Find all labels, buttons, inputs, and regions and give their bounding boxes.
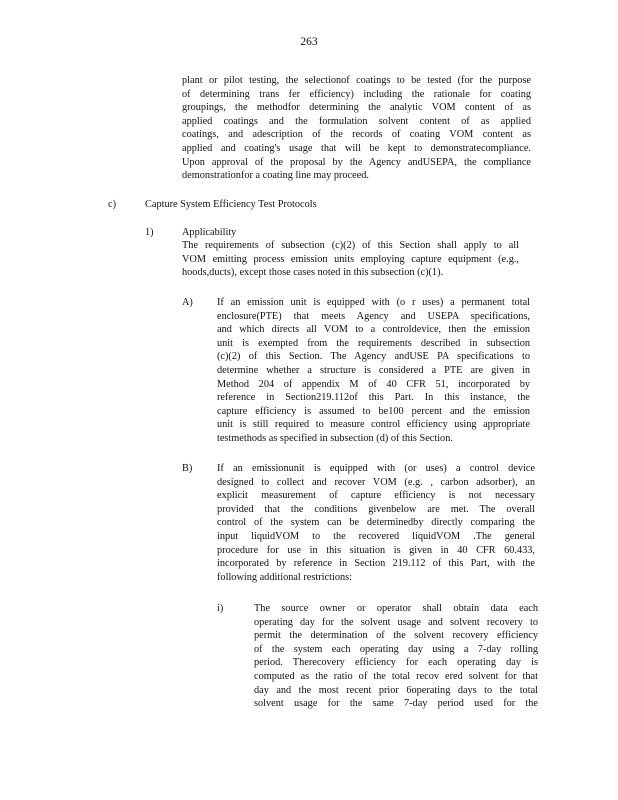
text-line: groupings, the methodfor determining the analytic VOM content of as — [182, 102, 531, 114]
text-line: unit is still required to measure control efficiency using appropriate — [217, 419, 530, 431]
item-b-paragraph — [217, 462, 535, 584]
text-line: period. Therecovery efficiency for each operating day is — [254, 657, 538, 669]
text-line: The requirements of subsection (c)(2) of this Section shall apply to all — [182, 240, 519, 251]
text-line: If an emissionunit is equipped with (or uses) a control device — [217, 463, 535, 474]
text-line: of the system each operating day using a 7-day rolling — [254, 643, 538, 655]
text-line: solvent usage for the same 7-day period used for the — [254, 698, 538, 710]
text-line: control of the system can be determinedby directly comparing the — [217, 517, 535, 529]
text-line: If an emission unit is equipped with (o r uses) a permanent total — [217, 297, 530, 308]
page-number: 263 — [300, 36, 318, 48]
text-line: and which directs all VOM to a controldevice, then the emission — [217, 324, 530, 336]
text-line: demonstrationfor a coating line may proceed. — [182, 170, 369, 182]
text-line: designed to collect and recover VOM (e.g. , carbon adsorber), an — [217, 476, 535, 488]
text-line: provided that the conditions givenbelow are met. The overall — [217, 503, 535, 515]
item-i-paragraph — [254, 602, 538, 711]
item-a-paragraph — [217, 296, 530, 446]
text-line: following additional restrictions: — [217, 571, 352, 583]
text-line: day and the most recent prior 6operating days to the total — [254, 684, 538, 696]
text-line: input liquidVOM to the recovered liquidVOM .The general — [217, 530, 535, 542]
text-line: determine whether a structure is considered a PTE are given in — [217, 364, 530, 376]
text-line: VOM emitting process emission units employing capture equipment (e.g., — [182, 253, 519, 265]
text-line: capture efficiency is assumed to be100 percent and the emission — [217, 405, 530, 417]
text-line: Method 204 of appendix M of 40 CFR 51, incorporated by — [217, 378, 530, 390]
text-line: Upon approval of the proposal by the Agency andUSEPA, the compliance — [182, 156, 531, 168]
text-line: The source owner or operator shall obtain data each — [254, 603, 538, 614]
section-c-heading: Capture System Efficiency Test Protocols — [145, 199, 317, 210]
text-line: procedure for use in this situation is given in 40 CFR 60.433, — [217, 544, 535, 556]
item-i-marker: i) — [217, 603, 224, 614]
item-a-marker: A) — [182, 297, 193, 308]
text-line: applied coatings and the formulation solvent content of as applied — [182, 115, 531, 127]
item-1-heading: Applicability — [182, 227, 237, 238]
text-line: testmethods as specified in subsection (d) of this Section. — [217, 432, 453, 444]
item-1-paragraph — [182, 239, 519, 280]
text-line: plant or pilot testing, the selectionof coatings to be tested (for the purpose — [182, 75, 531, 86]
text-line: computed as the ratio of the total recov ered solvent for that — [254, 670, 538, 682]
text-line: hoods,ducts), except those cases noted in this subsection (c)(1). — [182, 267, 444, 279]
text-line: explicit measurement of capture efficiency is not necessary — [217, 490, 535, 502]
item-1-marker: 1) — [145, 227, 154, 238]
text-line: of determining trans fer efficiency) including the rationale for coating — [182, 88, 531, 100]
item-b-marker: B) — [182, 463, 193, 474]
text-line: permit the determination of the solvent recovery efficiency — [254, 630, 538, 642]
intro-paragraph — [182, 74, 531, 183]
text-line: operating day for the solvent usage and solvent recovery to — [254, 616, 538, 628]
section-c-marker: c) — [108, 199, 116, 210]
text-line: reference in Section219.112of this Part. In this instance, the — [217, 392, 530, 404]
text-line: unit is exempted from the requirements described in subsection — [217, 337, 530, 349]
text-line: incorporated by reference in Section 219.112 of this Part, with the — [217, 558, 535, 570]
text-line: enclosure(PTE) that meets Agency and USEPA specifications, — [217, 310, 530, 322]
text-line: (c)(2) of this Section. The Agency andUSE PA specifications to — [217, 351, 530, 363]
text-line: applied and coating's usage that will be kept to demonstratecompliance. — [182, 142, 531, 154]
text-line: coatings, and adescription of the records of coating VOM content as — [182, 129, 531, 141]
